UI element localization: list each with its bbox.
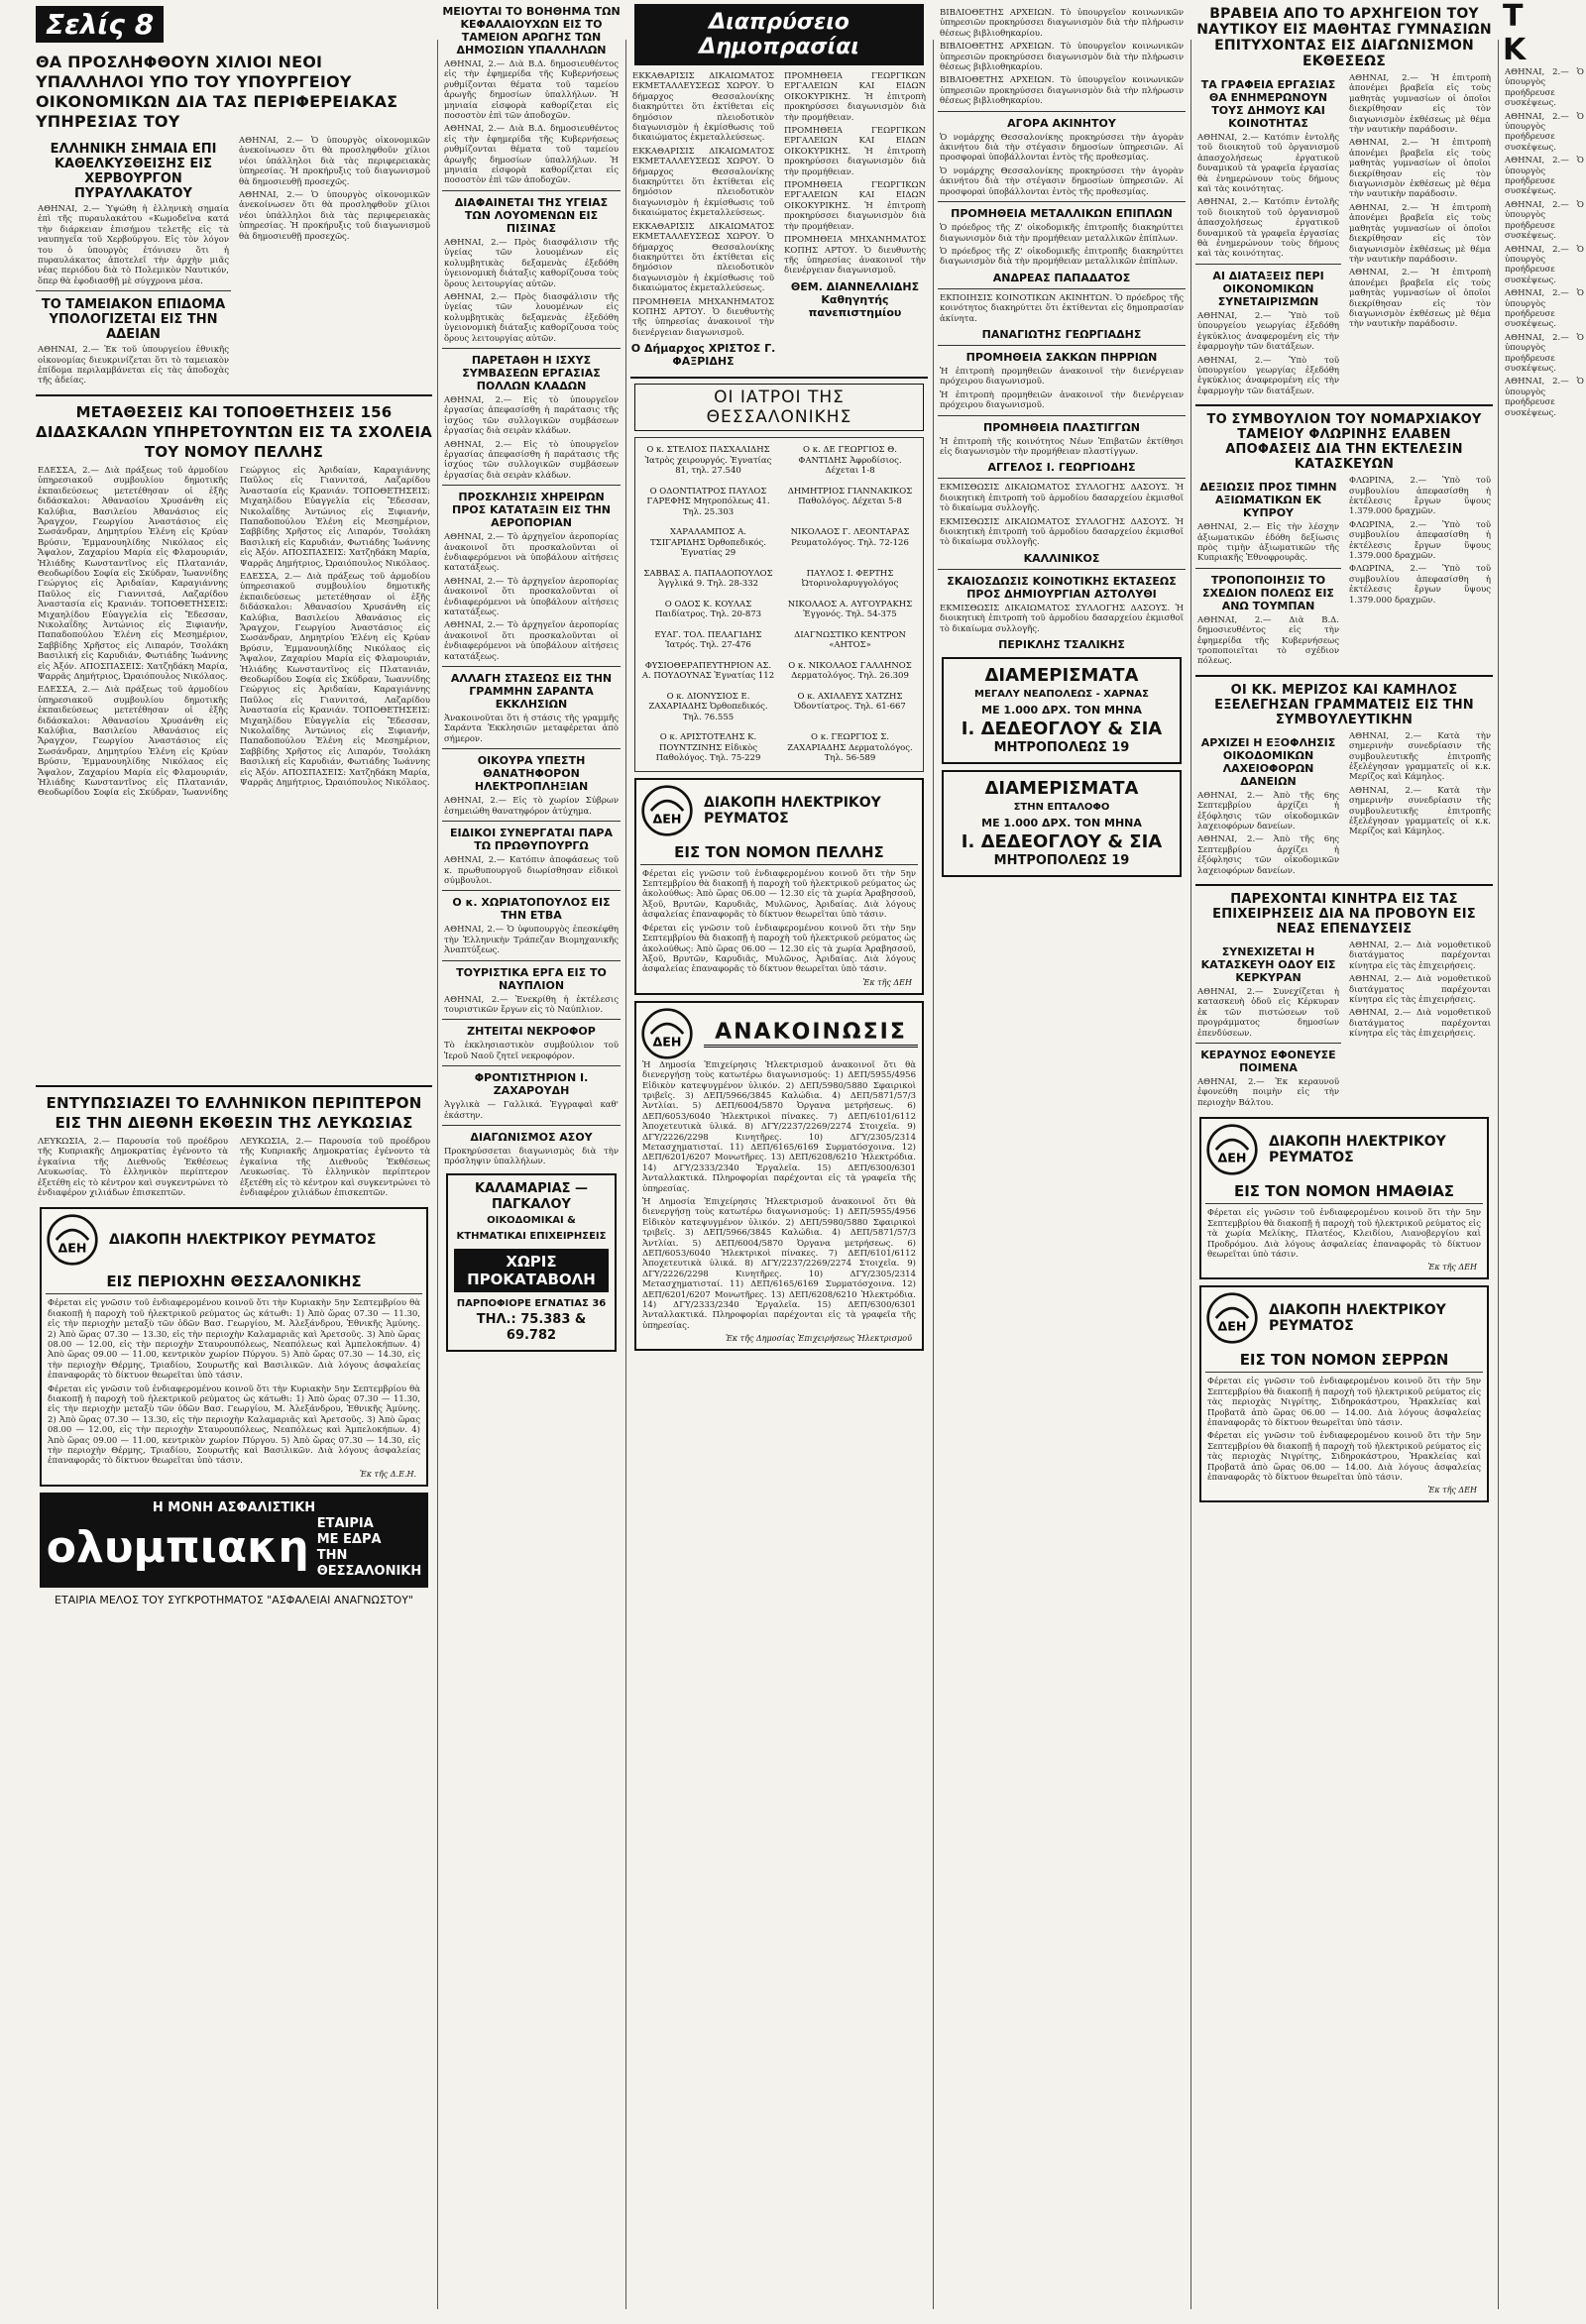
notice-text: Φέρεται εἰς γνῶσιν τοῦ ἐνδιαφερομένου κοινοῦ ὅτι τὴν Κυριακὴν 5ην Σεπτεμβρίου θὰ διακοπῇ ἡ παροχὴ τοῦ ἠλεκτρικοῦ ρεύματος ὡς κάτωθι: 1) Ἀπὸ ὥρας 07.30 — 11.30, εἰς τὴν περιοχὴν μεταξὺ τῶν ὁδῶν Βασ. Γεωργίου, Μ. Ἀλεξάνδρου, Ἐθνικῆς Ἀμύνης. 2) Ἀπὸ ὥρας 07.30 — 13.30, εἰς τὴν περιοχὴν Καλαμαριᾶς καὶ Ἀρετσοῦς. 3) Ἀπὸ ὥρας 08.00 — 12.00, εἰς τὴν περιοχὴν Σταυρουπόλεως, Νεαπόλεως καὶ Ἀμπελοκήπων. 4) Ἀπὸ ὥρας 09.00 — 11.00, κεντρικὸν χωρίον Πύργου. 5) Ἀπὸ ὥρας 07.30 — 14.30, εἰς τὴν περιοχὴν Θέρμης, Τριαδίου, Σουρωτῆς καὶ Βασιλικῶν. Διὰ λόγους ἀσφαλείας ἐπαναφορᾶς τὸ δίκτυον θεωρεῖται ὑπὸ τάσιν. bbox=[48, 1298, 420, 1382]
article-text: ΛΕΥΚΩΣΙΑ, 2.— Παρουσία τοῦ προέδρου τῆς Κυπριακῆς Δημοκρατίας ἐγένοντο τὰ ἐγκαίνια τῆς Διεθνοῦς Ἐκθέσεως Λευκωσίας. Τὸ ἑλληνικὸν περίπτερον ἐξετέθη εἰς τὸ κέντρον καὶ συγκεντρώνει τὸ ἐνδιαφέρον χιλιάδων ἐπισκεπτῶν. bbox=[38, 1136, 228, 1198]
divider bbox=[938, 345, 1186, 346]
column-divider bbox=[437, 40, 438, 2309]
headline: ΤΑ ΓΡΑΦΕΙΑ ΕΡΓΑΣΙΑΣ ΘΑ ΕΝΗΜΕΡΩΝΟΥΝ ΤΟΥΣ ΔΗΜΟΥΣ ΚΑΙ ΚΟΙΝΟΤΗΤΑΣ bbox=[1200, 78, 1336, 130]
ad-line: ΜΕ ΕΔΡΑ bbox=[316, 1531, 382, 1547]
notice-text: Φέρεται εἰς γνῶσιν τοῦ ἐνδιαφερομένου κοινοῦ ὅτι τὴν Κυριακὴν 5ην Σεπτεμβρίου θὰ διακοπῇ ἡ παροχὴ τοῦ ἠλεκτρικοῦ ρεύματος ὡς κάτωθι: 1) Ἀπὸ ὥρας 07.30 — 11.30, εἰς τὴν περιοχὴν μεταξὺ τῶν ὁδῶν Βασ. Γεωργίου, Μ. Ἀλεξάνδρου, Ἐθνικῆς Ἀμύνης. 2) Ἀπὸ ὥρας 07.30 — 13.30, εἰς τὴν περιοχὴν Καλαμαριᾶς καὶ Ἀρετσοῦς. 3) Ἀπὸ ὥρας 08.00 — 12.00, εἰς τὴν περιοχὴν Σταυρουπόλεως, Νεαπόλεως καὶ Ἀμπελοκήπων. 4) Ἀπὸ ὥρας 09.00 — 11.00, κεντρικὸν χωρίον Πύργου. 5) Ἀπὸ ὥρας 07.30 — 14.30, εἰς τὴν περιοχὴν Θέρμης, Τριαδίου, Σουρωτῆς καὶ Βασιλικῶν. Διὰ λόγους ἀσφαλείας ἐπαναφορᾶς τὸ δίκτυον θεωρεῖται ὑπὸ τάσιν. bbox=[48, 1383, 420, 1467]
article-text: ΑΘΗΝΑΙ, 2.— Ὑπὸ τοῦ ὑπουργείου γεωργίας ἐξεδόθη ἐγκύκλιος ἀναφερομένη εἰς τὴν ἐφαρμογὴν τῶν διατάξεων. bbox=[1197, 310, 1339, 353]
ad-line: ΜΗΤΡΟΠΟΛΕΩΣ 19 bbox=[993, 740, 1130, 756]
article-text: ΕΚΜΙΣΘΩΣΙΣ ΔΙΚΑΙΩΜΑΤΟΣ ΣΥΛΛΟΓΗΣ ΔΑΣΟΥΣ. Ἡ διοικητικὴ ἐπιτροπὴ τοῦ ἁρμοδίου δασαρχείου ἐκμισθοῖ τὸ δικαίωμα συλλογῆς. bbox=[940, 603, 1184, 634]
article-text: ΕΔΕΣΣΑ, 2.— Διὰ πράξεως τοῦ ἁρμοδίου ὑπηρεσιακοῦ συμβουλίου δημοτικῆς ἐκπαιδεύσεως μετετέθησαν οἱ ἑξῆς διδάσκαλοι: Ἀθανασίου Χρυσάνθη εἰς Καλύβια, Βασιλείου Ἀθανάσιος εἰς Ἄραγχον, Γεωργίου Ἀναστάσιος εἰς Σωσάνδραν, Δημητρίου Ἑλένη εἰς Κρύαν Βρύσιν, Ἐμμανουηλίδης Νικόλαος εἰς Ἄψαλον, Ζαχαρίου Μαρία εἰς Φλαμουριάν, Ἠλιάδης Κωνσταντῖνος εἰς Πλατανιάν, Θεοδωρίδου Σοφία εἰς Σκύδραν, Ἰωαννίδης Γεώργιος εἰς Ἀριδαίαν, Καραγιάννης Παῦλος εἰς Γιαννιτσά, Λαζαρίδου Ἀναστασία εἰς Κρανιάν. ΤΟΠΟΘΕΤΗΣΕΙΣ: Μιχαηλίδου Εὐαγγελία εἰς Ἔδεσσαν, Νικολαΐδης Ἀντώνιος εἰς Ξιφιανήν, Παπαδοπούλου Ἑλένη εἰς Μεσημέριον, Σαββίδης Χρῆστος εἰς Λιπαρόν, Τσολάκη Βασιλική εἰς Καρυδιάν, Φωτιάδης Ἰωάννης εἰς Ἀξόν. ΑΠΟΣΠΑΣΕΙΣ: Χατζηδάκη Μαρία, Ψαρρᾶς Δημήτριος, Ὠραιόπουλος Νικόλαος. bbox=[38, 465, 430, 799]
olympiaki-ad bbox=[40, 1493, 428, 1588]
headline: ΠΑΡΕΤΑΘΗ Η ΙΣΧΥΣ ΣΥΜΒΑΣΕΩΝ ΕΡΓΑΣΙΑΣ ΠΟΛΛΩΝ ΚΛΑΔΩΝ bbox=[462, 353, 601, 392]
article-text: ΑΘΗΝΑΙ, 2.— Ἡ ἐπιτροπὴ ἀπονέμει βραβεῖα εἰς τοὺς μαθητὰς γυμνασίων οἱ ὁποῖοι διεκρίθησαν εἰς τὸν διαγωνισμὸν ἐκθέσεως μὲ θέμα τὴν ναυτικὴν παράδοσιν. bbox=[1349, 202, 1491, 265]
divider bbox=[1195, 404, 1493, 406]
divider bbox=[442, 348, 621, 349]
article-text: Ὁ πρόεδρος τῆς Ζ' οἰκοδομικῆς ἐπιτροπῆς διακηρύττει διαγωνισμὸν διὰ τὴν προμήθειαν μεταλλικῶν ἐπίπλων. bbox=[940, 223, 1184, 244]
article-text: ΕΚΜΙΣΘΩΣΙΣ ΔΙΚΑΙΩΜΑΤΟΣ ΣΥΛΛΟΓΗΣ ΔΑΣΟΥΣ. Ἡ διοικητικὴ ἐπιτροπὴ τοῦ ἁρμοδίου δασαρχείου ἐκμισθοῖ τὸ δικαίωμα συλλογῆς. bbox=[940, 483, 1184, 514]
article-text: ΑΘΗΝΑΙ, 2.— Ἀπὸ τῆς 6ης Σεπτεμβρίου ἀρχίζει ἡ ἐξόφλησις τῶν οἰκοδομικῶν λαχειοφόρων δανείων. bbox=[1197, 790, 1339, 831]
article-text: ΑΘΗΝΑΙ, 2.— Ἡ ἐπιτροπὴ ἀπονέμει βραβεῖα εἰς τοὺς μαθητὰς γυμνασίων οἱ ὁποῖοι διεκρίθησαν εἰς τὸν διαγωνισμὸν ἐκθέσεως μὲ θέμα τὴν ναυτικὴν παράδοσιν. bbox=[1349, 73, 1491, 136]
article-text: ΒΙΒΛΙΟΘΕΤΗΣ ΑΡΧΕΙΩΝ. Τὸ ὑπουργεῖον κοινωνικῶν ὑπηρεσιῶν προκηρύσσει διαγωνισμὸν διὰ τὴν πλήρωσιν θέσεως βιβλιοθηκαρίου. bbox=[940, 42, 1184, 73]
headline: ΣΥΝΕΧΙΖΕΤΑΙ Η ΚΑΤΑΣΚΕΥΗ ΟΔΟΥ ΕΙΣ ΚΕΡΚΥΡΑΝ bbox=[1200, 945, 1336, 985]
page-label: Σελίς 8 bbox=[36, 6, 164, 43]
article-text: ΑΘΗΝΑΙ, 2.— Εἰς τὸ ὑπουργεῖον ἐργασίας ἀπεφασίσθη ἡ παράτασις τῆς ἰσχύος τῶν συλλογικῶν συμβάσεων ἐργασίας διὰ σειρὰν κλάδων. bbox=[444, 394, 619, 437]
cut-headline: Κ bbox=[1503, 33, 1527, 67]
doctor-listing: Ο ΟΔΟΣ Κ. ΚΟΥΛΑΣ Παιδίατρος. Τηλ. 20-873 bbox=[654, 599, 762, 620]
doctor-listing: ΦΥΣΙΟΘΕΡΑΠΕΥΤΗΡΙΟΝ ΑΣ. Α. ΠΟΥΔΟΥΝΑΣ Ἐγνατίας 112 bbox=[641, 660, 775, 682]
article-text: ΑΘΗΝΑΙ, 2.— Ὁ ὑπουργὸς προήδρευσε συσκέψεως. bbox=[1505, 332, 1584, 374]
article-text: ΑΘΗΝΑΙ, 2.— Τὸ ἀρχηγεῖον ἀεροπορίας ἀνακοινοῖ ὅτι προσκαλοῦνται οἱ ἐνδιαφερόμενοι νὰ ὑποβάλουν αἰτήσεις κατατάξεως. bbox=[444, 620, 619, 662]
headline: ΑΓΟΡΑ ΑΚΙΝΗΤΟΥ bbox=[1007, 116, 1116, 130]
dei-logo-icon bbox=[46, 1213, 99, 1267]
divider bbox=[938, 569, 1186, 570]
divider bbox=[938, 478, 1186, 479]
announcement-text: Ἡ Δημοσία Ἐπιχείρησις Ἠλεκτρισμοῦ ἀνακοινοῖ ὅτι θὰ διενεργήσῃ τοὺς κατωτέρω διαγωνισμούς: 1) ΔΕΠ/5955/4956 Εἰδικὸν κατεψυγμένον ὑλικόν. 2) ΔΕΠ/5980/5880 Σφαιρικοὶ τριβεῖς. 3) ΔΕΠ/5966/3845 Καλώδια. 4) ΔΕΠ/5871/57/3 Ἀντλίαι. 5) ΔΕΠ/6004/5870 Ὀργανα μετρήσεως. 6) ΔΕΠ/6053/6040 Ἡλεκτρικοὶ πίνακες. 7) ΔΕΠ/6101/6112 Ἀποχετευτικὰ ὑλικά. 8) ΔΓΥ/2237/2269/2274 Στοιχεῖα. 9) ΔΓΥ/2226/2298 Κινητῆρες. 10) ΔΓΥ/2305/2314 Μετασχηματισταί. 11) ΔΕΠ/6165/6169 Συρματόσχοινα. 12) ΔΕΠ/6201/6207 Μονωτῆρες. 13) ΔΕΠ/6208/6210 Ἠλεκτρόδια. 14) ΔΓΥ/2333/2340 Ἐργαλεῖα. 15) ΔΕΠ/6300/6301 Ἀνταλλακτικά. Πληροφορίαι παρέχονται εἰς τὰ γραφεῖα τῆς ὑπηρεσίας. bbox=[642, 1059, 916, 1194]
article-text: ΑΘΗΝΑΙ, 2.— Διὰ νομοθετικοῦ διατάγματος παρέχονται κίνητρα εἰς τὰς ἐπιχειρήσεις. bbox=[1349, 974, 1491, 1006]
article-text: ΑΘΗΝΑΙ, 2.— Ὁ ὑπουργὸς προήδρευσε συσκέψεως. bbox=[1505, 288, 1584, 330]
article-text: ΕΔΕΣΣΑ, 2.— Διὰ πράξεως τοῦ ἁρμοδίου ὑπηρεσιακοῦ συμβουλίου δημοτικῆς ἐκπαιδεύσεως μετετέθησαν οἱ ἑξῆς διδάσκαλοι: Ἀθανασίου Χρυσάνθη εἰς Καλύβια, Βασιλείου Ἀθανάσιος εἰς Ἄραγχον, Γεωργίου Ἀναστάσιος εἰς Σωσάνδραν, Δημητρίου Ἑλένη εἰς Κρύαν Βρύσιν, Ἐμμανουηλίδης Νικόλαος εἰς Ἄψαλον, Ζαχαρίου Μαρία εἰς Φλαμουριάν, Ἠλιάδης Κωνσταντῖνος εἰς Πλατανιάν, Θεοδωρίδου Σοφία εἰς Σκύδραν, Ἰωαννίδης Γεώργιος εἰς Ἀριδαίαν, Καραγιάννης Παῦλος εἰς Γιαννιτσά, Λαζαρίδου Ἀναστασία εἰς Κρανιάν. ΤΟΠΟΘΕΤΗΣΕΙΣ: Μιχαηλίδου Εὐαγγελία εἰς Ἔδεσσαν, Νικολαΐδης Ἀντώνιος εἰς Ξιφιανήν, Παπαδοπούλου Ἑλένη εἰς Μεσημέριον, Σαββίδης Χρῆστος εἰς Λιπαρόν, Τσολάκη Βασιλική εἰς Καρυδιάν, Φωτιάδης Ἰωάννης εἰς Ἀξόν. ΑΠΟΣΠΑΣΕΙΣ: Χατζηδάκη Μαρία, Ψαρρᾶς Δημήτριος, Ὠραιόπουλος Νικόλαος. bbox=[240, 571, 430, 789]
article-text: ΕΚΚΑΘΑΡΙΣΙΣ ΔΙΚΑΙΩΜΑΤΟΣ ΕΚΜΕΤΑΛΛΕΥΣΕΩΣ ΧΩΡΟΥ. Ὁ δήμαρχος Θεσσαλονίκης διακηρύττει ὅτι ἐκτίθεται εἰς δημόσιον πλειοδοτικὸν διαγωνισμὸν ἡ ἐκμίσθωσις τοῦ δικαιώματος ἐκμεταλλεύσεως. bbox=[632, 221, 774, 294]
column-divider bbox=[1498, 40, 1499, 2309]
headline: Ο κ. ΧΩΡΙΑΤΟΠΟΥΛΟΣ ΕΙΣ ΤΗΝ ΕΤΒΑ bbox=[452, 896, 611, 923]
notice-title: ΔΙΑΚΟΠΗ ΗΛΕΚΤΡΙΚΟΥ ΡΕΥΜΑΤΟΣ bbox=[1269, 1302, 1446, 1335]
notice-text: Φέρεται εἰς γνῶσιν τοῦ ἐνδιαφερομένου κοινοῦ ὅτι τὴν 5ην Σεπτεμβρίου θὰ διακοπῇ ἡ παροχὴ τοῦ ἠλεκτρικοῦ ρεύματος εἰς τὰς περιοχὰς Νιγρίτης, Σιδηροκάστρου, Ἡρακλείας καὶ Προβατᾶ ἀπὸ ὥρας 06.00 — 14.00. Διὰ λόγους ἀσφαλείας ἐπαναφορᾶς τὸ δίκτυον θεωρεῖται ὑπὸ τάσιν. bbox=[1207, 1431, 1481, 1483]
divider bbox=[938, 111, 1186, 112]
dei-logo-icon bbox=[640, 1007, 694, 1060]
doctor-listing: ΔΙΑΓΝΩΣΤΙΚΟ ΚΕΝΤΡΟΝ «ΑΗΤΟΣ» bbox=[794, 629, 906, 651]
headline: ΟΙΚΟΥΡΑ ΥΠΕΣΤΗ ΘΑΝΑΤΗΦΟΡΟΝ ΗΛΕΚΤΡΟΠΛΗΞΙΑΝ bbox=[474, 754, 589, 794]
headline: ΠΡΟΜΗΘΕΙΑ ΣΑΚΚΩΝ ΠΗΡΡΙΩΝ bbox=[965, 350, 1158, 364]
dei-logo-icon bbox=[1205, 1123, 1259, 1176]
divider bbox=[938, 415, 1186, 416]
ad-line: ΤΗΝ ΘΕΣΣΑΛΟΝΙΚΗ bbox=[316, 1547, 422, 1579]
divider bbox=[1195, 1043, 1341, 1044]
column-divider bbox=[625, 40, 626, 2309]
ad-line: ΔΙΑΜΕΡΙΣΜΑΤΑ bbox=[984, 665, 1139, 687]
headline-teacher-transfers: ΜΕΤΑΘΕΣΕΙΣ ΚΑΙ ΤΟΠΟΘΕΤΗΣΕΙΣ 156 ΔΙΔΑΣΚΑΛΩΝ ΥΠΗΡΕΤΟΥΝΤΩΝ ΕΙΣ ΤΑ ΣΧΟΛΕΙΑ ΤΟΥ ΝΟΜΟΥ ΠΕΛΛΗΣ bbox=[36, 402, 432, 461]
article-text: ΑΘΗΝΑΙ, 2.— Ὁ ὑπουργὸς προήδρευσε συσκέψεως. bbox=[1505, 199, 1584, 242]
notice-signature: Ἐκ τῆς ΔΕΗ bbox=[1427, 1263, 1477, 1273]
article-text: ΑΘΗΝΑΙ, 2.— Τὸ ἀρχηγεῖον ἀεροπορίας ἀνακοινοῖ ὅτι προσκαλοῦνται οἱ ἐνδιαφερόμενοι νὰ ὑποβάλουν αἰτήσεις κατατάξεως. bbox=[444, 576, 619, 618]
svg-text:ΔΕΗ: ΔΕΗ bbox=[652, 1034, 682, 1050]
divider bbox=[442, 1125, 621, 1126]
notice-subtitle: ΕΙΣ ΤΟΝ ΝΟΜΟΝ ΣΕΡΡΩΝ bbox=[1205, 1351, 1483, 1373]
article-text: ΕΚΚΑΘΑΡΙΣΙΣ ΔΙΚΑΙΩΜΑΤΟΣ ΕΚΜΕΤΑΛΛΕΥΣΕΩΣ ΧΩΡΟΥ. Ὁ δήμαρχος Θεσσαλονίκης διακηρύττει ὅτι ἐκτίθεται εἰς δημόσιον πλειοδοτικὸν διαγωνισμὸν ἡ ἐκμίσθωσις τοῦ δικαιώματος ἐκμεταλλεύσεως. bbox=[632, 71, 774, 144]
article-text: ΠΡΟΜΗΘΕΙΑ ΜΗΧΑΝΗΜΑΤΟΣ ΚΟΠΗΣ ΑΡΤΟΥ. Ὁ διευθυντὴς τῆς ὑπηρεσίας ἀνακοινοῖ τὴν διενέργειαν διαγωνισμοῦ. bbox=[632, 296, 774, 338]
headline-new-employees: ΘΑ ΠΡΟΣΛΗΦΘΟΥΝ ΧΙΛΙΟΙ ΝΕΟΙ ΥΠΑΛΛΗΛΟΙ ΥΠΟ ΤΟΥ ΥΠΟΥΡΓΕΙΟΥ ΟΙΚΟΝΟΜΙΚΩΝ ΔΙΑ ΤΑΣ ΠΕΡΙΦΕΡΕΙΑΚΑΣ ΥΠΗΡΕΣΙΑΣ ΤΟΥ bbox=[36, 53, 398, 131]
divider bbox=[442, 821, 621, 822]
article-text: ΑΘΗΝΑΙ, 2.— Ἐκ κεραυνοῦ ἐφονεύθη ποιμὴν εἰς τὴν περιοχὴν Βάλτου. bbox=[1197, 1077, 1339, 1108]
divider bbox=[1195, 568, 1341, 569]
doctor-listing: Ο ΟΔΟΝΤΙΑΤΡΟΣ ΠΑΥΛΟΣ ΓΑΡΕΦΗΣ Μητροπόλεως 41. Τηλ. 25.303 bbox=[646, 486, 770, 517]
article-text: Ἀγγλικὰ — Γαλλικά. Ἐγγραφαὶ καθ' ἑκάστην. bbox=[444, 1100, 619, 1121]
article-text: ΦΛΩΡΙΝΑ, 2.— Ὑπὸ τοῦ συμβουλίου ἀπεφασίσθη ἡ ἐκτέλεσις ἔργων ὕψους 1.379.000 δραχμῶν. bbox=[1349, 519, 1491, 561]
divider bbox=[442, 1065, 621, 1066]
ad-highlight: ΧΩΡΙΣ ΠΡΟΚΑΤΑΒΟΛΗ bbox=[454, 1249, 609, 1292]
article-text: ΠΡΟΜΗΘΕΙΑ ΓΕΩΡΓΙΚΩΝ ΕΡΓΑΛΕΙΩΝ ΚΑΙ ΕΙΔΩΝ ΟΙΚΟΚΥΡΙΚΗΣ. Ἡ ἐπιτροπὴ προκηρύσσει διαγωνισμὸν διὰ τὴν προμήθειαν. bbox=[784, 71, 926, 123]
ad-line: ΣΤΗΝ ΕΠΤΑΛΟΦΟ bbox=[1013, 802, 1110, 814]
doctor-listing: ΕΥΑΓ. ΤΟΛ. ΠΕΛΑΓΙΔΗΣ Ἰατρός. Τηλ. 27-476 bbox=[654, 629, 762, 651]
svg-text:ΔΕΗ: ΔΕΗ bbox=[1217, 1318, 1247, 1334]
divider bbox=[442, 190, 621, 191]
notice-title: ΔΙΑΚΟΠΗ ΗΛΕΚΤΡΙΚΟΥ ΡΕΥΜΑΤΟΣ bbox=[1269, 1134, 1446, 1166]
divider bbox=[36, 394, 432, 396]
doctors-headline: ΟΙ ΙΑΤΡΟΙ ΤΗΣ ΘΕΣΣΑΛΟΝΙΚΗΣ bbox=[634, 384, 924, 431]
article-text: ΑΘΗΝΑΙ, 2.— Διὰ νομοθετικοῦ διατάγματος παρέχονται κίνητρα εἰς τὰς ἐπιχειρήσεις. bbox=[1349, 941, 1491, 971]
ad-line: Ι. ΔΕΔΕΟΓΛΟΥ & ΣΙΑ bbox=[961, 831, 1163, 853]
power-outage-notice bbox=[1199, 1117, 1489, 1279]
signature: Ο Δήμαρχος ΧΡΙΣΤΟΣ Γ. ΦΑΞΡΙΔΗΣ bbox=[630, 342, 776, 369]
dei-logo-icon bbox=[640, 784, 694, 837]
article-text: ΕΚΜΙΣΘΩΣΙΣ ΔΙΚΑΙΩΜΑΤΟΣ ΣΥΛΛΟΓΗΣ ΔΑΣΟΥΣ. Ἡ διοικητικὴ ἐπιτροπὴ τοῦ ἁρμοδίου δασαρχείου ἐκμισθοῖ τὸ δικαίωμα συλλογῆς. bbox=[940, 516, 1184, 548]
divider bbox=[442, 485, 621, 486]
ad-line: ΜΕΓΑΛΥ ΝΕΑΠΟΛΕΩΣ - ΧΑΡΝΑΣ bbox=[974, 689, 1149, 701]
article-text: ΑΘΗΝΑΙ, 2.— Διὰ Β.Δ. δημοσιευθέντος εἰς τὴν ἐφημερίδα τῆς Κυβερνήσεως τροποποιεῖται τὸ σχέδιον πόλεως. bbox=[1197, 614, 1339, 667]
article-text: ΑΘΗΝΑΙ, 2.— Ὁ ὑπουργὸς οἰκονομικῶν ἀνεκοίνωσεν ὅτι θὰ προσληφθοῦν χίλιοι νέοι ὑπάλληλοι διὰ τὰς περιφερειακὰς ὑπηρεσίας. Ἡ προκήρυξις τοῦ διαγωνισμοῦ θὰ δημοσιευθῇ προσεχῶς. bbox=[239, 136, 430, 187]
article-text: ΑΘΗΝΑΙ, 2.— Ἀπὸ τῆς 6ης Σεπτεμβρίου ἀρχίζει ἡ ἐξόφλησις τῶν οἰκοδομικῶν λαχειοφόρων δανείων. bbox=[1197, 834, 1339, 876]
divider bbox=[442, 960, 621, 961]
column-divider bbox=[933, 40, 934, 2309]
ad-line: ΔΙΑΜΕΡΙΣΜΑΤΑ bbox=[984, 778, 1139, 800]
ad-top: Η ΜΟΝΗ ΑΣΦΑΛΙΣΤΙΚΗ bbox=[152, 1499, 316, 1515]
dei-announcements bbox=[634, 1001, 924, 1352]
headline: ΠΡΟΜΗΘΕΙΑ ΜΕΤΑΛΛΙΚΩΝ ΕΠΙΠΛΩΝ bbox=[951, 207, 1173, 221]
article-text: ΠΡΟΜΗΘΕΙΑ ΓΕΩΡΓΙΚΩΝ ΕΡΓΑΛΕΙΩΝ ΚΑΙ ΕΙΔΩΝ ΟΙΚΟΚΥΡΙΚΗΣ. Ἡ ἐπιτροπὴ προκηρύσσει διαγωνισμὸν διὰ τὴν προμήθειαν. bbox=[784, 180, 926, 232]
svg-text:ΔΕΗ: ΔΕΗ bbox=[1217, 1150, 1247, 1165]
article-text: Ὁ νομάρχης Θεσσαλονίκης προκηρύσσει τὴν ἀγορὰν ἀκινήτου διὰ τὴν στέγασιν δημοσίων ὑπηρεσιῶν. Αἱ προσφοραὶ ὑποβάλλονται ἐντὸς τῆς προθεσμίας. bbox=[940, 166, 1184, 197]
article-text: ΑΘΗΝΑΙ, 2.— Κατὰ τὴν σημερινὴν συνεδρίασιν τῆς συμβουλευτικῆς ἐπιτροπῆς ἐξελέγησαν γραμματεῖς οἱ κ.κ. Μερίζος καὶ Κάμηλος. bbox=[1349, 730, 1491, 783]
article-text: ΑΘΗΝΑΙ, 2.— Πρὸς διασφάλισιν τῆς ὑγείας τῶν λουομένων εἰς κολυμβητικὰς δεξαμενὰς ἐξεδόθη ὑγειονομικὴ διάταξις καθορίζουσα τοὺς ὅρους λειτουργίας αὐτῶν. bbox=[444, 291, 619, 344]
article-text: ΑΘΗΝΑΙ, 2.— Ἐκ τοῦ ὑπουργείου ἐθνικῆς οἰκονομίας διευκρινίζεται ὅτι τὸ ταμειακὸν ἐπίδομα περιλαμβάνεται εἰς τὰς ἀποδοχὰς τῆς ἀδείας. bbox=[38, 345, 229, 387]
article-text: ΑΘΗΝΑΙ, 2.— Διὰ Β.Δ. δημοσιευθέντος εἰς τὴν ἐφημερίδα τῆς Κυβερνήσεως ρυθμίζονται θέματα τοῦ ταμείου ἀρωγῆς δημοσίων ὑπαλλήλων. Ἡ μηνιαία εἰσφορὰ καθορίζεται εἰς ποσοστὸν ἐπὶ τῶν ἀποδοχῶν. bbox=[444, 124, 619, 186]
article-text: ΒΙΒΛΙΟΘΕΤΗΣ ΑΡΧΕΙΩΝ. Τὸ ὑπουργεῖον κοινωνικῶν ὑπηρεσιῶν προκηρύσσει διαγωνισμὸν διὰ τὴν πλήρωσιν θέσεως βιβλιοθηκαρίου. bbox=[940, 75, 1184, 107]
headline-nicosia-fair: ΕΝΤΥΠΩΣΙΑΖΕΙ ΤΟ ΕΛΛΗΝΙΚΟΝ ΠΕΡΙΠΤΕΡΟΝ ΕΙΣ ΤΗΝ ΔΙΕΘΝΗ ΕΚΘΕΣΙΝ ΤΗΣ ΛΕΥΚΩΣΙΑΣ bbox=[46, 1093, 422, 1132]
notice-title: ΔΙΑΚΟΠΗ ΗΛΕΚΤΡΙΚΟΥ ΡΕΥΜΑΤΟΣ bbox=[109, 1232, 377, 1249]
section-banner: Διαπρύσειο Δημοπρασίαι bbox=[634, 4, 924, 65]
doctor-listing: Ο κ. ΓΕΩΡΓΙΟΣ Σ. ΖΑΧΑΡΙΑΔΗΣ Δερματολόγος. Τηλ. 56-589 bbox=[787, 732, 913, 764]
ad-line: ΚΑΛΑΜΑΡΙΑΣ — ΠΑΓΚΑΛΟΥ bbox=[474, 1180, 589, 1212]
article-text: Ἡ ἐπιτροπὴ προμηθειῶν ἀνακοινοῖ τὴν διενέργειαν πρόχειρου διαγωνισμοῦ. bbox=[940, 366, 1184, 387]
headline: ΤΟΥΡΙΣΤΙΚΑ ΕΡΓΑ ΕΙΣ ΤΟ ΝΑΥΠΛΙΟΝ bbox=[456, 965, 607, 992]
column-1 bbox=[36, 0, 432, 2324]
doctor-listing: Ο κ. ΑΧΙΛΛΕΥΣ ΧΑΤΖΗΣ Ὀδοντίατρος. Τηλ. 61-667 bbox=[794, 691, 906, 713]
article-text: ΕΚΚΑΘΑΡΙΣΙΣ ΔΙΚΑΙΩΜΑΤΟΣ ΕΚΜΕΤΑΛΛΕΥΣΕΩΣ ΧΩΡΟΥ. Ὁ δήμαρχος Θεσσαλονίκης διακηρύττει ὅτι ἐκτίθεται εἰς δημόσιον πλειοδοτικὸν διαγωνισμὸν ἡ ἐκμίσθωσις τοῦ δικαιώματος ἐκμεταλλεύσεως. bbox=[632, 146, 774, 219]
headline-florina-fund: ΤΟ ΣΥΜΒΟΥΛΙΟΝ ΤΟΥ ΝΟΜΑΡΧΙΑΚΟΥ ΤΑΜΕΙΟΥ ΦΛΩΡΙΝΗΣ ΕΛΑΒΕΝ ΑΠΟΦΑΣΕΙΣ ΔΙΑ ΤΗΝ ΕΚΤΕΛΕΣΙΝ ΚΑΤΑΣΚΕΥΩΝ bbox=[1206, 412, 1482, 473]
power-outage-notice bbox=[40, 1207, 428, 1487]
doctor-listing: Ο κ. ΑΡΙΣΤΟΤΕΛΗΣ Κ. ΠΟΥΝΤΖΙΝΗΣ Εἰδικὸς Παθολόγος. Τηλ. 75-229 bbox=[655, 732, 761, 764]
ad-brand: ολυμπιακη bbox=[46, 1521, 309, 1573]
doctor-listing: Ο κ. ΔΕ ΓΕΩΡΓΙΟΣ Θ. ΦΑΝΤΙΔΗΣ Ἀφροδίσιος. Δέχεται 1-8 bbox=[798, 445, 902, 477]
notice-subtitle: ΕΙΣ ΤΟΝ ΝΟΜΟΝ ΗΜΑΘΙΑΣ bbox=[1205, 1182, 1483, 1204]
doctor-listing: ΔΗΜΗΤΡΙΟΣ ΓΙΑΝΝΑΚΙΚΟΣ Παθολόγος. Δέχεται 5-8 bbox=[787, 486, 913, 507]
article-text: ΑΘΗΝΑΙ, 2.— Συνεχίζεται ἡ κατασκευὴ ὁδοῦ εἰς Κέρκυραν ἐκ τῶν πιστώσεων τοῦ προγράμματος δημοσίων ἐπενδύσεων. bbox=[1197, 987, 1339, 1039]
article-text: Τὸ ἐκκλησιαστικὸν συμβούλιον τοῦ Ἱεροῦ Ναοῦ ζητεῖ νεκροφόρον. bbox=[444, 1041, 619, 1061]
kalamaria-ad bbox=[446, 1173, 617, 1352]
article-text: ΛΕΥΚΩΣΙΑ, 2.— Παρουσία τοῦ προέδρου τῆς Κυπριακῆς Δημοκρατίας ἐγένοντο τὰ ἐγκαίνια τῆς Διεθνοῦς Ἐκθέσεως Λευκωσίας. Τὸ ἑλληνικὸν περίπτερον ἐξετέθη εἰς τὸ κέντρον καὶ συγκεντρώνει τὸ ἐνδιαφέρον χιλιάδων ἐπισκεπτῶν. bbox=[240, 1136, 430, 1198]
column-5 bbox=[1195, 0, 1493, 2324]
doctors-directory bbox=[634, 437, 924, 772]
notice-signature: Ἐκ τῆς ΔΕΗ bbox=[862, 977, 912, 987]
headline: ΦΡΟΝΤΙΣΤΗΡΙΟΝ Ι. ΖΑΧΑΡΟΥΔΗ bbox=[474, 1071, 589, 1098]
headline-investment-incentives: ΠΑΡΕΧΟΝΤΑΙ ΚΙΝΗΤΡΑ ΕΙΣ ΤΑΣ ΕΠΙΧΕΙΡΗΣΕΙΣ ΔΙΑ ΝΑ ΠΡΟΒΟΥΝ ΕΙΣ ΝΕΑΣ ΕΠΕΝΔΥΣΕΙΣ bbox=[1212, 892, 1476, 938]
article-text: ΑΘΗΝΑΙ, 2.— Πρὸς διασφάλισιν τῆς ὑγείας τῶν λουομένων εἰς κολυμβητικὰς δεξαμενὰς ἐξεδόθη ὑγειονομικὴ διάταξις καθορίζουσα τοὺς ὅρους λειτουργίας αὐτῶν. bbox=[444, 237, 619, 289]
article-text: ΑΘΗΝΑΙ, 2.— Κατόπιν ἐντολῆς τοῦ διοικητοῦ τοῦ ὀργανισμοῦ ἀπασχολήσεως ἐργατικοῦ δυναμικοῦ τὰ γραφεῖα ἐργασίας θὰ ἐνημερώνουν τοὺς δήμους καὶ τὰς κοινότητας. bbox=[1197, 197, 1339, 260]
signature: ΚΑΛΛΙΝΙΚΟΣ bbox=[1023, 551, 1100, 565]
svg-text:ΔΕΗ: ΔΕΗ bbox=[652, 811, 682, 827]
svg-text:ΔΕΗ: ΔΕΗ bbox=[57, 1240, 87, 1256]
signature: ΠΑΝΑΓΙΩΤΗΣ ΓΕΩΡΓΙΑΔΗΣ bbox=[981, 327, 1142, 341]
notice-text: Φέρεται εἰς γνῶσιν τοῦ ἐνδιαφερομένου κοινοῦ ὅτι τὴν 5ην Σεπτεμβρίου θὰ διακοπῇ ἡ παροχὴ τοῦ ἠλεκτρικοῦ ρεύματος εἰς τὰ χωρία Μελίκης, Πλατέος, Κλειδίου, Λιανοβεργίου καὶ Προδρόμου. Διὰ λόγους ἀσφαλείας ἐπαναφορᾶς τὸ δίκτυον θεωρεῖται ὑπὸ τάσιν. bbox=[1207, 1208, 1481, 1260]
ad-line: ΕΤΑΙΡΙΑ bbox=[316, 1515, 374, 1531]
headline: ΠΡΟΣΚΛΗΣΙΣ ΧΗΡΕΙΡΩΝ ΠΡΟΣ ΚΑΤΑΤΑΞΙΝ ΕΙΣ ΤΗΝ ΑΕΡΟΠΟΡΙΑΝ bbox=[452, 491, 611, 530]
ad-line: ΠΑΡΠΟΦΙΟΡΕ ΕΓΝΑΤΙΑΣ 36 bbox=[456, 1297, 607, 1309]
doctor-listing: Ο κ. ΣΤΕΛΙΟΣ ΠΑΣΧΑΛΙΔΗΣ Ἰατρὸς χειρουργός. Ἐγνατίας 81, τηλ. 27.540 bbox=[644, 445, 772, 477]
article-text: ΑΘΗΝΑΙ, 2.— Ἐνεκρίθη ἡ ἐκτέλεσις τουριστικῶν ἔργων εἰς τὸ Ναύπλιον. bbox=[444, 994, 619, 1015]
column-4 bbox=[938, 0, 1186, 2324]
headline: ΖΗΤΕΙΤΑΙ ΝΕΚΡΟΦΟΡ bbox=[467, 1025, 596, 1039]
article-text: Ἀνακοινοῦται ὅτι ἡ στάσις τῆς γραμμῆς Σαράντα Ἐκκλησιῶν μεταφέρεται ἀπὸ σήμερον. bbox=[444, 714, 619, 744]
ad-phone: ΤΗΛ.: 75.383 & 69.782 bbox=[476, 1311, 587, 1343]
ad-line: Ι. ΔΕΔΕΟΓΛΟΥ & ΣΙΑ bbox=[961, 719, 1163, 740]
divider bbox=[36, 290, 231, 291]
article-text: ΑΘΗΝΑΙ, 2.— Ὑπὸ τοῦ ὑπουργείου γεωργίας ἐξεδόθη ἐγκύκλιος ἀναφερομένη εἰς τὴν ἐφαρμογὴν τῶν διατάξεων. bbox=[1197, 355, 1339, 396]
article-text: ΑΘΗΝΑΙ, 2.— Εἰς τὸ χωρίον Σύβρων ἐσημειώθη θανατηφόρον ἀτύχημα. bbox=[444, 796, 619, 817]
notice-text: Φέρεται εἰς γνῶσιν τοῦ ἐνδιαφερομένου κοινοῦ ὅτι τὴν 5ην Σεπτεμβρίου θὰ διακοπῇ ἡ παροχὴ τοῦ ἠλεκτρικοῦ ρεύματος εἰς τὰς περιοχὰς Νιγρίτης, Σιδηροκάστρου, Ἡρακλείας καὶ Προβατᾶ ἀπὸ ὥρας 06.00 — 14.00. Διὰ λόγους ἀσφαλείας ἐπαναφορᾶς τὸ δίκτυον θεωρεῖται ὑπὸ τάσιν. bbox=[1207, 1377, 1481, 1428]
doctor-listing: Ο κ. ΔΙΟΝΥΣΙΟΣ Ε. ΖΑΧΑΡΙΑΔΗΣ Ὀρθοπεδικός. Τηλ. 76.555 bbox=[648, 691, 768, 722]
divider bbox=[1195, 675, 1493, 677]
cut-headline: Τ bbox=[1503, 0, 1524, 34]
article-text: ΑΘΗΝΑΙ, 2.— Διὰ νομοθετικοῦ διατάγματος παρέχονται κίνητρα εἰς τὰς ἐπιχειρήσεις. bbox=[1349, 1008, 1491, 1040]
column-divider bbox=[1190, 40, 1191, 2309]
headline: ΔΙΑΦΑΙΝΕΤΑΙ ΤΗΣ ΥΓΕΙΑΣ ΤΩΝ ΛΟΥΟΜΕΝΩΝ ΕΙΣ ΠΙΣΙΝΑΣ bbox=[454, 195, 609, 235]
headline: ΑΛΛΑΓΗ ΣΤΑΣΕΩΣ ΕΙΣ ΤΗΝ ΓΡΑΜΜΗΝ ΣΑΡΑΝΤΑ ΕΚΚΛΗΣΙΩΝ bbox=[450, 672, 613, 712]
divider bbox=[938, 288, 1186, 289]
divider bbox=[442, 666, 621, 667]
ad-line: ΜΕ 1.000 ΔΡΧ. ΤΟΝ ΜΗΝΑ bbox=[981, 817, 1142, 830]
signature: ΠΕΡΙΚΛΗΣ ΤΣΑΛΙΚΗΣ bbox=[998, 638, 1125, 652]
doctor-listing: Ο κ. ΝΙΚΟΛΑΟΣ ΓΑΛΛΗΝΟΣ Δερματολόγος. Τηλ. 26.309 bbox=[788, 660, 912, 682]
article-text: ΑΘΗΝΑΙ, 2.— Κατὰ τὴν σημερινὴν συνεδρίασιν τῆς συμβουλευτικῆς ἐπιτροπῆς ἐξελέγησαν γραμματεῖς οἱ κ.κ. Μερίζος καὶ Κάμηλος. bbox=[1349, 785, 1491, 837]
signature: ΘΕΜ. ΔΙΑΝΝΕΛΛΙΔΗΣ Καθηγητής πανεπιστημίου bbox=[790, 279, 920, 319]
notice-signature: Ἐκ τῆς ΔΕΗ bbox=[1427, 1486, 1477, 1495]
notice-title: ΔΙΑΚΟΠΗ ΗΛΕΚΤΡΙΚΟΥ ΡΕΥΜΑΤΟΣ bbox=[704, 794, 881, 827]
headline: ΜΕΙΟΥΤΑΙ ΤΟ ΒΟΗΘΗΜΑ ΤΩΝ ΚΕΦΑΛΑΙΟΥΧΩΝ ΕΙΣ ΤΟ ΤΑΜΕΙΟΝ ΑΡΩΓΗΣ ΤΩΝ ΔΗΜΟΣΙΩΝ ΥΠΑΛΛΗΛΩΝ bbox=[442, 5, 621, 56]
article-text: ΠΡΟΜΗΘΕΙΑ ΜΗΧΑΝΗΜΑΤΟΣ ΚΟΠΗΣ ΑΡΤΟΥ. Ὁ διευθυντὴς τῆς ὑπηρεσίας ἀνακοινοῖ τὴν διενέργειαν διαγωνισμοῦ. bbox=[784, 235, 926, 277]
notice-text: Φέρεται εἰς γνῶσιν τοῦ ἐνδιαφερομένου κοινοῦ ὅτι τὴν 5ην Σεπτεμβρίου θὰ διακοπῇ ἡ παροχὴ τοῦ ἠλεκτρικοῦ ρεύματος ὡς ἀκολούθως: Ἀπὸ ὥρας 06.00 — 12.30 εἰς τὰ χωρία Ἀραβησσοῦ, Ἀξοῦ, Βρυτῶν, Καρυδιᾶς, Μυλῶνος, Ἀριδαίας. Διὰ λόγους ἀσφαλείας ἐπαναφορᾶς τὸ δίκτυον θεωρεῖται ὑπὸ τάσιν. bbox=[642, 923, 916, 975]
power-outage-notice bbox=[634, 778, 924, 995]
doctor-listing: ΝΙΚΟΛΑΟΣ Γ. ΛΕΟΝΤΑΡΑΣ Ρευματολόγος. Τηλ. 72-126 bbox=[790, 527, 910, 548]
article-text: ΑΘΗΝΑΙ, 2.— Διὰ Β.Δ. δημοσιευθέντος εἰς τὴν ἐφημερίδα τῆς Κυβερνήσεως ρυθμίζονται θέματα τοῦ ταμείου ἀρωγῆς δημοσίων ὑπαλλήλων. Ἡ μηνιαία εἰσφορὰ καθορίζεται εἰς ποσοστὸν ἐπὶ τῶν ἀποδοχῶν. bbox=[444, 59, 619, 122]
article-text: Ὁ νομάρχης Θεσσαλονίκης προκηρύσσει τὴν ἀγορὰν ἀκινήτου διὰ τὴν στέγασιν δημοσίων ὑπηρεσιῶν. Αἱ προσφοραὶ ὑποβάλλονται ἐντὸς τῆς προθεσμίας. bbox=[940, 132, 1184, 164]
headline: ΑΡΧΙΖΕΙ Η ΕΞΟΦΛΗΣΙΣ ΟΙΚΟΔΟΜΙΚΩΝ ΛΑΧΕΙΟΦΟΡΩΝ ΔΑΝΕΙΩΝ bbox=[1200, 735, 1336, 788]
article-text: ΑΘΗΝΑΙ, 2.— Τὸ ἀρχηγεῖον ἀεροπορίας ἀνακοινοῖ ὅτι προσκαλοῦνται οἱ ἐνδιαφερόμενοι νὰ ὑποβάλουν αἰτήσεις κατατάξεως. bbox=[444, 532, 619, 574]
headline: ΔΕΞΙΩΣΙΣ ΠΡΟΣ ΤΙΜΗΝ ΑΞΙΩΜΑΤΙΚΩΝ ΕΚ ΚΥΠΡΟΥ bbox=[1199, 481, 1337, 520]
headline: ΚΕΡΑΥΝΟΣ ΕΦΟΝΕΥΣΕ ΠΟΙΜΕΝΑ bbox=[1200, 1049, 1336, 1075]
article-text: ΕΔΕΣΣΑ, 2.— Διὰ πράξεως τοῦ ἁρμοδίου ὑπηρεσιακοῦ συμβουλίου δημοτικῆς ἐκπαιδεύσεως μετετέθησαν οἱ ἑξῆς διδάσκαλοι: Ἀθανασίου Χρυσάνθη εἰς Καλύβια, Βασιλείου Ἀθανάσιος εἰς Ἄραγχον, Γεωργίου Ἀναστάσιος εἰς Σωσάνδραν, Δημητρίου Ἑλένη εἰς Κρύαν Βρύσιν, Ἐμμανουηλίδης Νικόλαος εἰς Ἄψαλον, Ζαχαρίου Μαρία εἰς Φλαμουριάν, Ἠλιάδης Κωνσταντῖνος εἰς Πλατανιάν, Θεοδωρίδου Σοφία εἰς Σκύδραν, Ἰωαννίδης Γεώργιος εἰς Ἀριδαίαν, Καραγιάννης Παῦλος εἰς Γιαννιτσά, Λαζαρίδου Ἀναστασία εἰς Κρανιάν. ΤΟΠΟΘΕΤΗΣΕΙΣ: Μιχαηλίδου Εὐαγγελία εἰς Ἔδεσσαν, Νικολαΐδης Ἀντώνιος εἰς Ξιφιανήν, Παπαδοπούλου Ἑλένη εἰς Μεσημέριον, Σαββίδης Χρῆστος εἰς Λιπαρόν, Τσολάκη Βασιλική εἰς Καρυδιάν, Φωτιάδης Ἰωάννης εἰς Ἀξόν. ΑΠΟΣΠΑΣΕΙΣ: Χατζηδάκη Μαρία, Ψαρρᾶς Δημήτριος, Ὠραιόπουλος Νικόλαος. bbox=[38, 465, 228, 682]
headline-navy-awards: ΒΡΑΒΕΙΑ ΑΠΟ ΤΟ ΑΡΧΗΓΕΙΟΝ ΤΟΥ ΝΑΥΤΙΚΟΥ ΕΙΣ ΜΑΘΗΤΑΣ ΓΥΜΝΑΣΙΩΝ ΕΠΙΤΥΧΟΝΤΑΣ ΕΙΣ ΔΙΑΓΩΝΙΣΜΟΝ ΕΚΘΕΣΕΩΣ bbox=[1196, 6, 1492, 69]
column-3 bbox=[630, 0, 928, 2324]
apartments-ad bbox=[942, 770, 1182, 877]
headline: ΑΙ ΔΙΑΤΑΞΕΙΣ ΠΕΡΙ ΟΙΚΟΝΟΜΙΚΩΝ ΣΥΝΕΤΑΙΡΙΣΜΩΝ bbox=[1212, 269, 1324, 308]
article-text: ΒΙΒΛΙΟΘΕΤΗΣ ΑΡΧΕΙΩΝ. Τὸ ὑπουργεῖον κοινωνικῶν ὑπηρεσιῶν προκηρύσσει διαγωνισμὸν διὰ τὴν πλήρωσιν θέσεως βιβλιοθηκαρίου. bbox=[940, 8, 1184, 39]
divider bbox=[1195, 264, 1341, 265]
divider bbox=[442, 890, 621, 891]
ad-line: ΟΙΚΟΔΟΜΙΚΑΙ & ΚΤΗΜΑΤΙΚΑΙ ΕΠΙΧΕΙΡΗΣΕΙΣ bbox=[456, 1214, 607, 1242]
doctor-listing: ΧΑΡΑΛΑΜΠΟΣ Α. ΤΣΙΓΑΡΙΔΗΣ Ὀρθοπεδικός. Ἐγνατίας 29 bbox=[650, 527, 766, 559]
headline: ΕΙΔΙΚΟΙ ΣΥΝΕΡΓΑΤΑΙ ΠΑΡΑ ΤΩ ΠΡΩΘΥΠΟΥΡΓΩ bbox=[449, 827, 614, 853]
headline: ΣΚΑΙΟΣΔΩΣΙΣ ΚΟΙΝΟΤΙΚΗΣ ΕΚΤΑΣΕΩΣ ΠΡΟΣ ΔΗΜΙΟΥΡΓΙΑΝ ΑΣΤΟΛΥΘΙ bbox=[947, 574, 1177, 601]
doctor-listing: ΠΑΥΛΟΣ Ι. ΦΕΡΤΗΣ Ὠτορινολαρυγγολόγος bbox=[801, 568, 899, 590]
dei-logo-icon bbox=[1205, 1291, 1259, 1345]
article-text: ΑΘΗΝΑΙ, 2.— Ὁ ὑπουργὸς προήδρευσε συσκέψεως. bbox=[1505, 67, 1584, 109]
article-text: ΑΘΗΝΑΙ, 2.— Ὁ ὑπουργὸς προήδρευσε συσκέψεως. bbox=[1505, 377, 1584, 418]
column-2 bbox=[442, 0, 621, 2324]
article-text: ΑΘΗΝΑΙ, 2.— Ὑψώθη ἡ ἑλληνικὴ σημαία ἐπὶ τῆς πυραυλακάτου «Κωμοδεῖνα κατά τὴν διάρκειαν ἐπισήμου τελετῆς εἰς τὰ ναυπηγεῖα τοῦ Χερβούργου. Εἰς τὸν λόγον του ὁ ὑπουργὸς ἐτόνισεν ὅτι ἡ πυραυλάκατος ἀποτελεῖ τὴν ἀρχὴν μιᾶς νέας περιόδου διὰ τὸ Πολεμικὸν Ναυτικόν, ὅπερ θὰ ἐφοδιασθῇ μὲ σύγχρονα μέσα. bbox=[38, 204, 229, 286]
article-text: ΦΛΩΡΙΝΑ, 2.— Ὑπὸ τοῦ συμβουλίου ἀπεφασίσθη ἡ ἐκτέλεσις ἔργων ὕψους 1.379.000 δραχμῶν. bbox=[1349, 564, 1491, 606]
article-text: ΑΘΗΝΑΙ, 2.— Ὁ ὑφυπουργὸς ἐπεσκέφθη τὴν Ἑλληνικὴν Τράπεζαν Βιομηχανικῆς Ἀναπτύξεως. bbox=[444, 925, 619, 956]
apartments-ad bbox=[942, 657, 1182, 764]
article-text: Ἡ ἐπιτροπὴ προμηθειῶν ἀνακοινοῖ τὴν διενέργειαν πρόχειρου διαγωνισμοῦ. bbox=[940, 389, 1184, 411]
article-text: Προκηρύσσεται διαγωνισμὸς διὰ τὴν πρόσληψιν ὑπαλλήλων. bbox=[444, 1146, 619, 1167]
ad-line: ΜΕ 1.000 ΔΡΧ. ΤΟΝ ΜΗΝΑ bbox=[981, 704, 1142, 718]
notice-subtitle: ΕΙΣ ΤΟΝ ΝΟΜΟΝ ΠΕΛΛΗΣ bbox=[640, 843, 918, 865]
signature: ΑΝΔΡΕΑΣ ΠΑΠΑΔΑΤΟΣ bbox=[992, 271, 1131, 284]
announcement-text: Ἡ Δημοσία Ἐπιχείρησις Ἠλεκτρισμοῦ ἀνακοινοῖ ὅτι θὰ διενεργήσῃ τοὺς κατωτέρω διαγωνισμούς: 1) ΔΕΠ/5955/4956 Εἰδικὸν κατεψυγμένον ὑλικόν. 2) ΔΕΠ/5980/5880 Σφαιρικοὶ τριβεῖς. 3) ΔΕΠ/5966/3845 Καλώδια. 4) ΔΕΠ/5871/57/3 Ἀντλίαι. 5) ΔΕΠ/6004/5870 Ὀργανα μετρήσεως. 6) ΔΕΠ/6053/6040 Ἡλεκτρικοὶ πίνακες. 7) ΔΕΠ/6101/6112 Ἀποχετευτικὰ ὑλικά. 8) ΔΓΥ/2237/2269/2274 Στοιχεῖα. 9) ΔΓΥ/2226/2298 Κινητῆρες. 10) ΔΓΥ/2305/2314 Μετασχηματισταί. 11) ΔΕΠ/6165/6169 Συρματόσχοινα. 12) ΔΕΠ/6201/6207 Μονωτῆρες. 13) ΔΕΠ/6208/6210 Ἠλεκτρόδια. 14) ΔΓΥ/2333/2340 Ἐργαλεῖα. 15) ΔΕΠ/6300/6301 Ἀνταλλακτικά. Πληροφορίαι παρέχονται εἰς τὰ γραφεῖα τῆς ὑπηρεσίας. bbox=[642, 1197, 916, 1331]
headline-secretaries: ΟΙ ΚΚ. ΜΕΡΙΖΟΣ ΚΑΙ ΚΑΜΗΛΟΣ ΕΞΕΛΕΓΗΣΑΝ ΓΡΑΜΜΑΤΕΙΣ ΕΙΣ ΤΗΝ ΣΥΜΒΟΥΛΕΥΤΙΚΗΝ bbox=[1214, 682, 1474, 727]
article-text: ΑΘΗΝΑΙ, 2.— Κατόπιν ἐντολῆς τοῦ διοικητοῦ τοῦ ὀργανισμοῦ ἀπασχολήσεως ἐργατικοῦ δυναμικοῦ τὰ γραφεῖα ἐργασίας θὰ ἐνημερώνουν τοὺς δήμους καὶ τὰς κοινότητας. bbox=[1197, 133, 1339, 195]
headline: ΔΙΑΓΩΝΙΣΜΟΣ ΑΣΟΥ bbox=[470, 1130, 593, 1144]
announcement-title: ΑΝΑΚΟΙΝΩΣΙΣ bbox=[704, 1020, 918, 1048]
article-text: ΑΘΗΝΑΙ, 2.— Ὁ ὑπουργὸς προήδρευσε συσκέψεως. bbox=[1505, 244, 1584, 285]
divider bbox=[36, 1085, 432, 1087]
article-text: ΑΘΗΝΑΙ, 2.— Ὁ ὑπουργὸς προήδρευσε συσκέψεως. bbox=[1505, 156, 1584, 197]
doctor-listing: ΝΙΚΟΛΑΟΣ Α. ΑΥΓΟΥΡΑΚΗΣ Ἐγγονός. Τηλ. 54-375 bbox=[787, 599, 913, 620]
article-text: ΑΘΗΝΑΙ, 2.— Εἰς τὴν λέσχην ἀξιωματικῶν ἐδόθη δεξίωσις πρὸς τιμὴν ἀξιωματικῶν τῆς Κυπριακῆς Ἐθνοφρουρᾶς. bbox=[1197, 522, 1339, 564]
doctor-listing: ΣΑΒΒΑΣ Α. ΠΑΠΑΔΟΠΟΥΛΟΣ Ἀγγλικά 9. Τηλ. 28-332 bbox=[643, 568, 773, 590]
announcement-signature: Ἐκ τῆς Δημοσίας Ἐπιχειρήσεως Ἠλεκτρισμοῦ bbox=[726, 1334, 912, 1344]
divider bbox=[442, 748, 621, 749]
notice-text: Φέρεται εἰς γνῶσιν τοῦ ἐνδιαφερομένου κοινοῦ ὅτι τὴν 5ην Σεπτεμβρίου θὰ διακοπῇ ἡ παροχὴ τοῦ ἠλεκτρικοῦ ρεύματος ὡς ἀκολούθως: Ἀπὸ ὥρας 06.00 — 12.30 εἰς τὰ χωρία Ἀραβησσοῦ, Ἀξοῦ, Βρυτῶν, Καρυδιᾶς, Μυλῶνος, Ἀριδαίας. Διὰ λόγους ἀσφαλείας ἐπαναφορᾶς τὸ δίκτυον θεωρεῖται ὑπὸ τάσιν. bbox=[642, 868, 916, 921]
article-headline: ΤΟ ΤΑΜΕΙΑΚΟΝ ΕΠΙΔΟΜΑ ΥΠΟΛΟΓΙΖΕΤΑΙ ΕΙΣ ΤΗΝ ΑΔΕΙΑΝ bbox=[41, 297, 226, 343]
signature: ΑΓΓΕΛΟΣ Ι. ΓΕΩΡΓΙΟΔΗΣ bbox=[987, 461, 1136, 475]
article-text: ΑΘΗΝΑΙ, 2.— Κατόπιν ἀποφάσεως τοῦ κ. πρωθυπουργοῦ διωρίσθησαν εἰδικοὶ σύμβουλοι. bbox=[444, 855, 619, 886]
article-text: ΑΘΗΝΑΙ, 2.— Ἡ ἐπιτροπὴ ἀπονέμει βραβεῖα εἰς τοὺς μαθητὰς γυμνασίων οἱ ὁποῖοι διεκρίθησαν εἰς τὸν διαγωνισμὸν ἐκθέσεως μὲ θέμα τὴν ναυτικὴν παράδοσιν. bbox=[1349, 138, 1491, 200]
divider bbox=[938, 201, 1186, 202]
article-text: ΑΘΗΝΑΙ, 2.— Ὁ ὑπουργὸς οἰκονομικῶν ἀνεκοίνωσεν ὅτι θὰ προσληφθοῦν χίλιοι νέοι ὑπάλληλοι διὰ τὰς περιφερειακὰς ὑπηρεσίας. Ἡ προκήρυξις τοῦ διαγωνισμοῦ θὰ δημοσιευθῇ προσεχῶς. bbox=[239, 190, 430, 242]
divider bbox=[1195, 884, 1493, 886]
article-text: ΑΘΗΝΑΙ, 2.— Ἡ ἐπιτροπὴ ἀπονέμει βραβεῖα εἰς τοὺς μαθητὰς γυμνασίων οἱ ὁποῖοι διεκρίθησαν εἰς τὸν διαγωνισμὸν ἐκθέσεως μὲ θέμα τὴν ναυτικὴν παράδοσιν. bbox=[1349, 268, 1491, 330]
article-text: Ὁ πρόεδρος τῆς Ζ' οἰκοδομικῆς ἐπιτροπῆς διακηρύττει διαγωνισμὸν διὰ τὴν προμήθειαν μεταλλικῶν ἐπίπλων. bbox=[940, 246, 1184, 268]
column-6-cutoff bbox=[1503, 0, 1586, 2324]
divider bbox=[630, 377, 928, 379]
article-text: ΕΚΠΟΙΗΣΙΣ ΚΟΙΝΟΤΙΚΩΝ ΑΚΙΝΗΤΩΝ. Ὁ πρόεδρος τῆς κοινότητος διακηρύττει ὅτι ἐκτίθενται εἰς δημοπρασίαν ἀκίνητα. bbox=[940, 292, 1184, 324]
notice-subtitle: ΕΙΣ ΠΕΡΙΟΧΗΝ ΘΕΣΣΑΛΟΝΙΚΗΣ bbox=[46, 1273, 422, 1294]
divider bbox=[442, 1019, 621, 1020]
notice-signature: Ἐκ τῆς Δ.Ε.Η. bbox=[359, 1469, 416, 1479]
article-text: ΦΛΩΡΙΝΑ, 2.— Ὑπὸ τοῦ συμβουλίου ἀπεφασίσθη ἡ ἐκτέλεσις ἔργων ὕψους 1.379.000 δραχμῶν. bbox=[1349, 476, 1491, 517]
article-text: ΠΡΟΜΗΘΕΙΑ ΓΕΩΡΓΙΚΩΝ ΕΡΓΑΛΕΙΩΝ ΚΑΙ ΕΙΔΩΝ ΟΙΚΟΚΥΡΙΚΗΣ. Ἡ ἐπιτροπὴ προκηρύσσει διαγωνισμὸν διὰ τὴν προμήθειαν. bbox=[784, 126, 926, 177]
ad-line: ΜΗΤΡΟΠΟΛΕΩΣ 19 bbox=[993, 853, 1130, 869]
ad-footer: ΕΤΑΙΡΙΑ ΜΕΛΟΣ ΤΟΥ ΣΥΓΚΡΟΤΗΜΑΤΟΣ "ΑΣΦΑΛΕΙΑΙ ΑΝΑΓΝΩΣΤΟΥ" bbox=[55, 1593, 413, 1606]
article-headline: ΕΛΛΗΝΙΚΗ ΣΗΜΑΙΑ ΕΠΙ ΚΑΘΕΛΚΥΣΘΕΙΣΗΣ ΕΙΣ ΧΕΡΒΟΥΡΓΟΝ ΠΥΡΑΥΛΑΚΑΤΟΥ bbox=[50, 142, 217, 201]
headline: ΤΡΟΠΟΠΟΙΗΣΙΣ ΤΟ ΣΧΕΔΙΟΝ ΠΟΛΕΩΣ ΕΙΣ ΑΝΩ ΤΟΥΜΠΑΝ bbox=[1202, 573, 1334, 612]
article-text: ΑΘΗΝΑΙ, 2.— Εἰς τὸ ὑπουργεῖον ἐργασίας ἀπεφασίσθη ἡ παράτασις τῆς ἰσχύος τῶν συλλογικῶν συμβάσεων ἐργασίας διὰ σειρὰν κλάδων. bbox=[444, 439, 619, 481]
headline: ΠΡΟΜΗΘΕΙΑ ΠΛΑΣΤΙΓΓΩΝ bbox=[983, 420, 1140, 434]
power-outage-notice bbox=[1199, 1285, 1489, 1502]
article-text: ΑΘΗΝΑΙ, 2.— Ὁ ὑπουργὸς προήδρευσε συσκέψεως. bbox=[1505, 111, 1584, 153]
article-text: Ἡ ἐπιτροπὴ τῆς κοινότητος Νέων Ἐπιβατῶν ἐκτίθησι εἰς διαγωνισμὸν τὴν προμήθειαν πλαστίγγων. bbox=[940, 436, 1184, 457]
